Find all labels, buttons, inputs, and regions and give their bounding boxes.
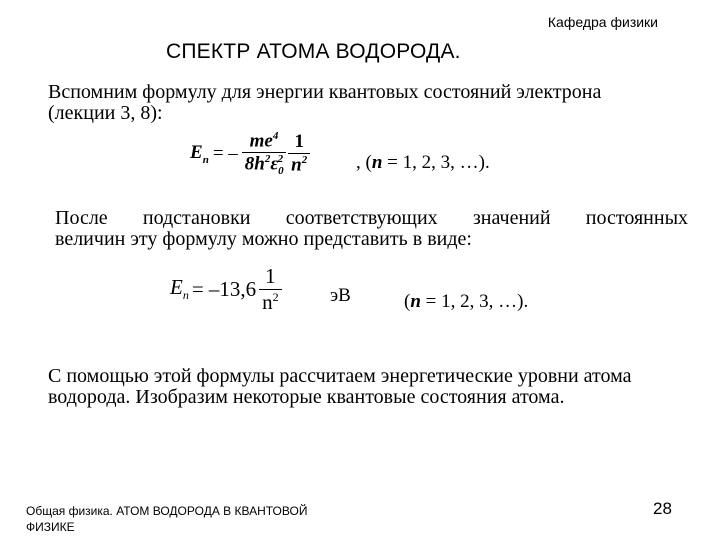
intro-line-2: (лекции 3, 8): [48,102,163,124]
formula2-unit: эВ [330,285,351,306]
energy-formula-general [190,130,310,177]
formula2-lhs: $E_n$ [170,275,189,303]
formula1-n-range: , (n = 1, 2, 3, …). [356,152,490,173]
substitution-line-2: величин эту формулу можно представить в виде: [55,228,472,250]
levels-line-1: С помощью этой формулы рассчитаем энергетические уровни атома [48,365,632,387]
energy-formula-ev [170,264,282,315]
formula-eq-sign: = – [212,142,238,164]
substitution-paragraph [55,208,688,250]
page-number: 28 [653,499,672,518]
formula-lhs: $E_n$ [190,141,209,166]
page-title: СПЕКТР АТОМА ВОДОРОДА. [166,40,461,63]
department-header: Кафедра физики [547,14,658,30]
formula2-eq: = –13,6 [191,277,257,301]
formula-fraction-n: $\frac{1}{n^2}$ [288,131,310,176]
formula-fraction-constants: $\frac{me^4}{8h^2\varepsilon_0^2}$ [242,130,286,177]
intro-line-1: Вспомним формулу для энергии квантовых состояний электрона [48,81,602,103]
levels-paragraph [48,366,688,408]
formula2-fraction: $\frac{1}{n^2}$ [259,264,282,315]
intro-paragraph [48,82,678,124]
formula2-n-range: (n = 1, 2, 3, …). [404,291,529,312]
footer-course-title: Общая физика. АТОМ ВОДОРОДА В КВАНТОВОЙ ФИЗИКЕ [26,504,308,534]
levels-line-2: водорода. Изобразим некоторые квантовые состояния атома. [48,386,565,408]
substitution-line-1: После подстановки соответствующих значений постоянных [55,207,688,229]
